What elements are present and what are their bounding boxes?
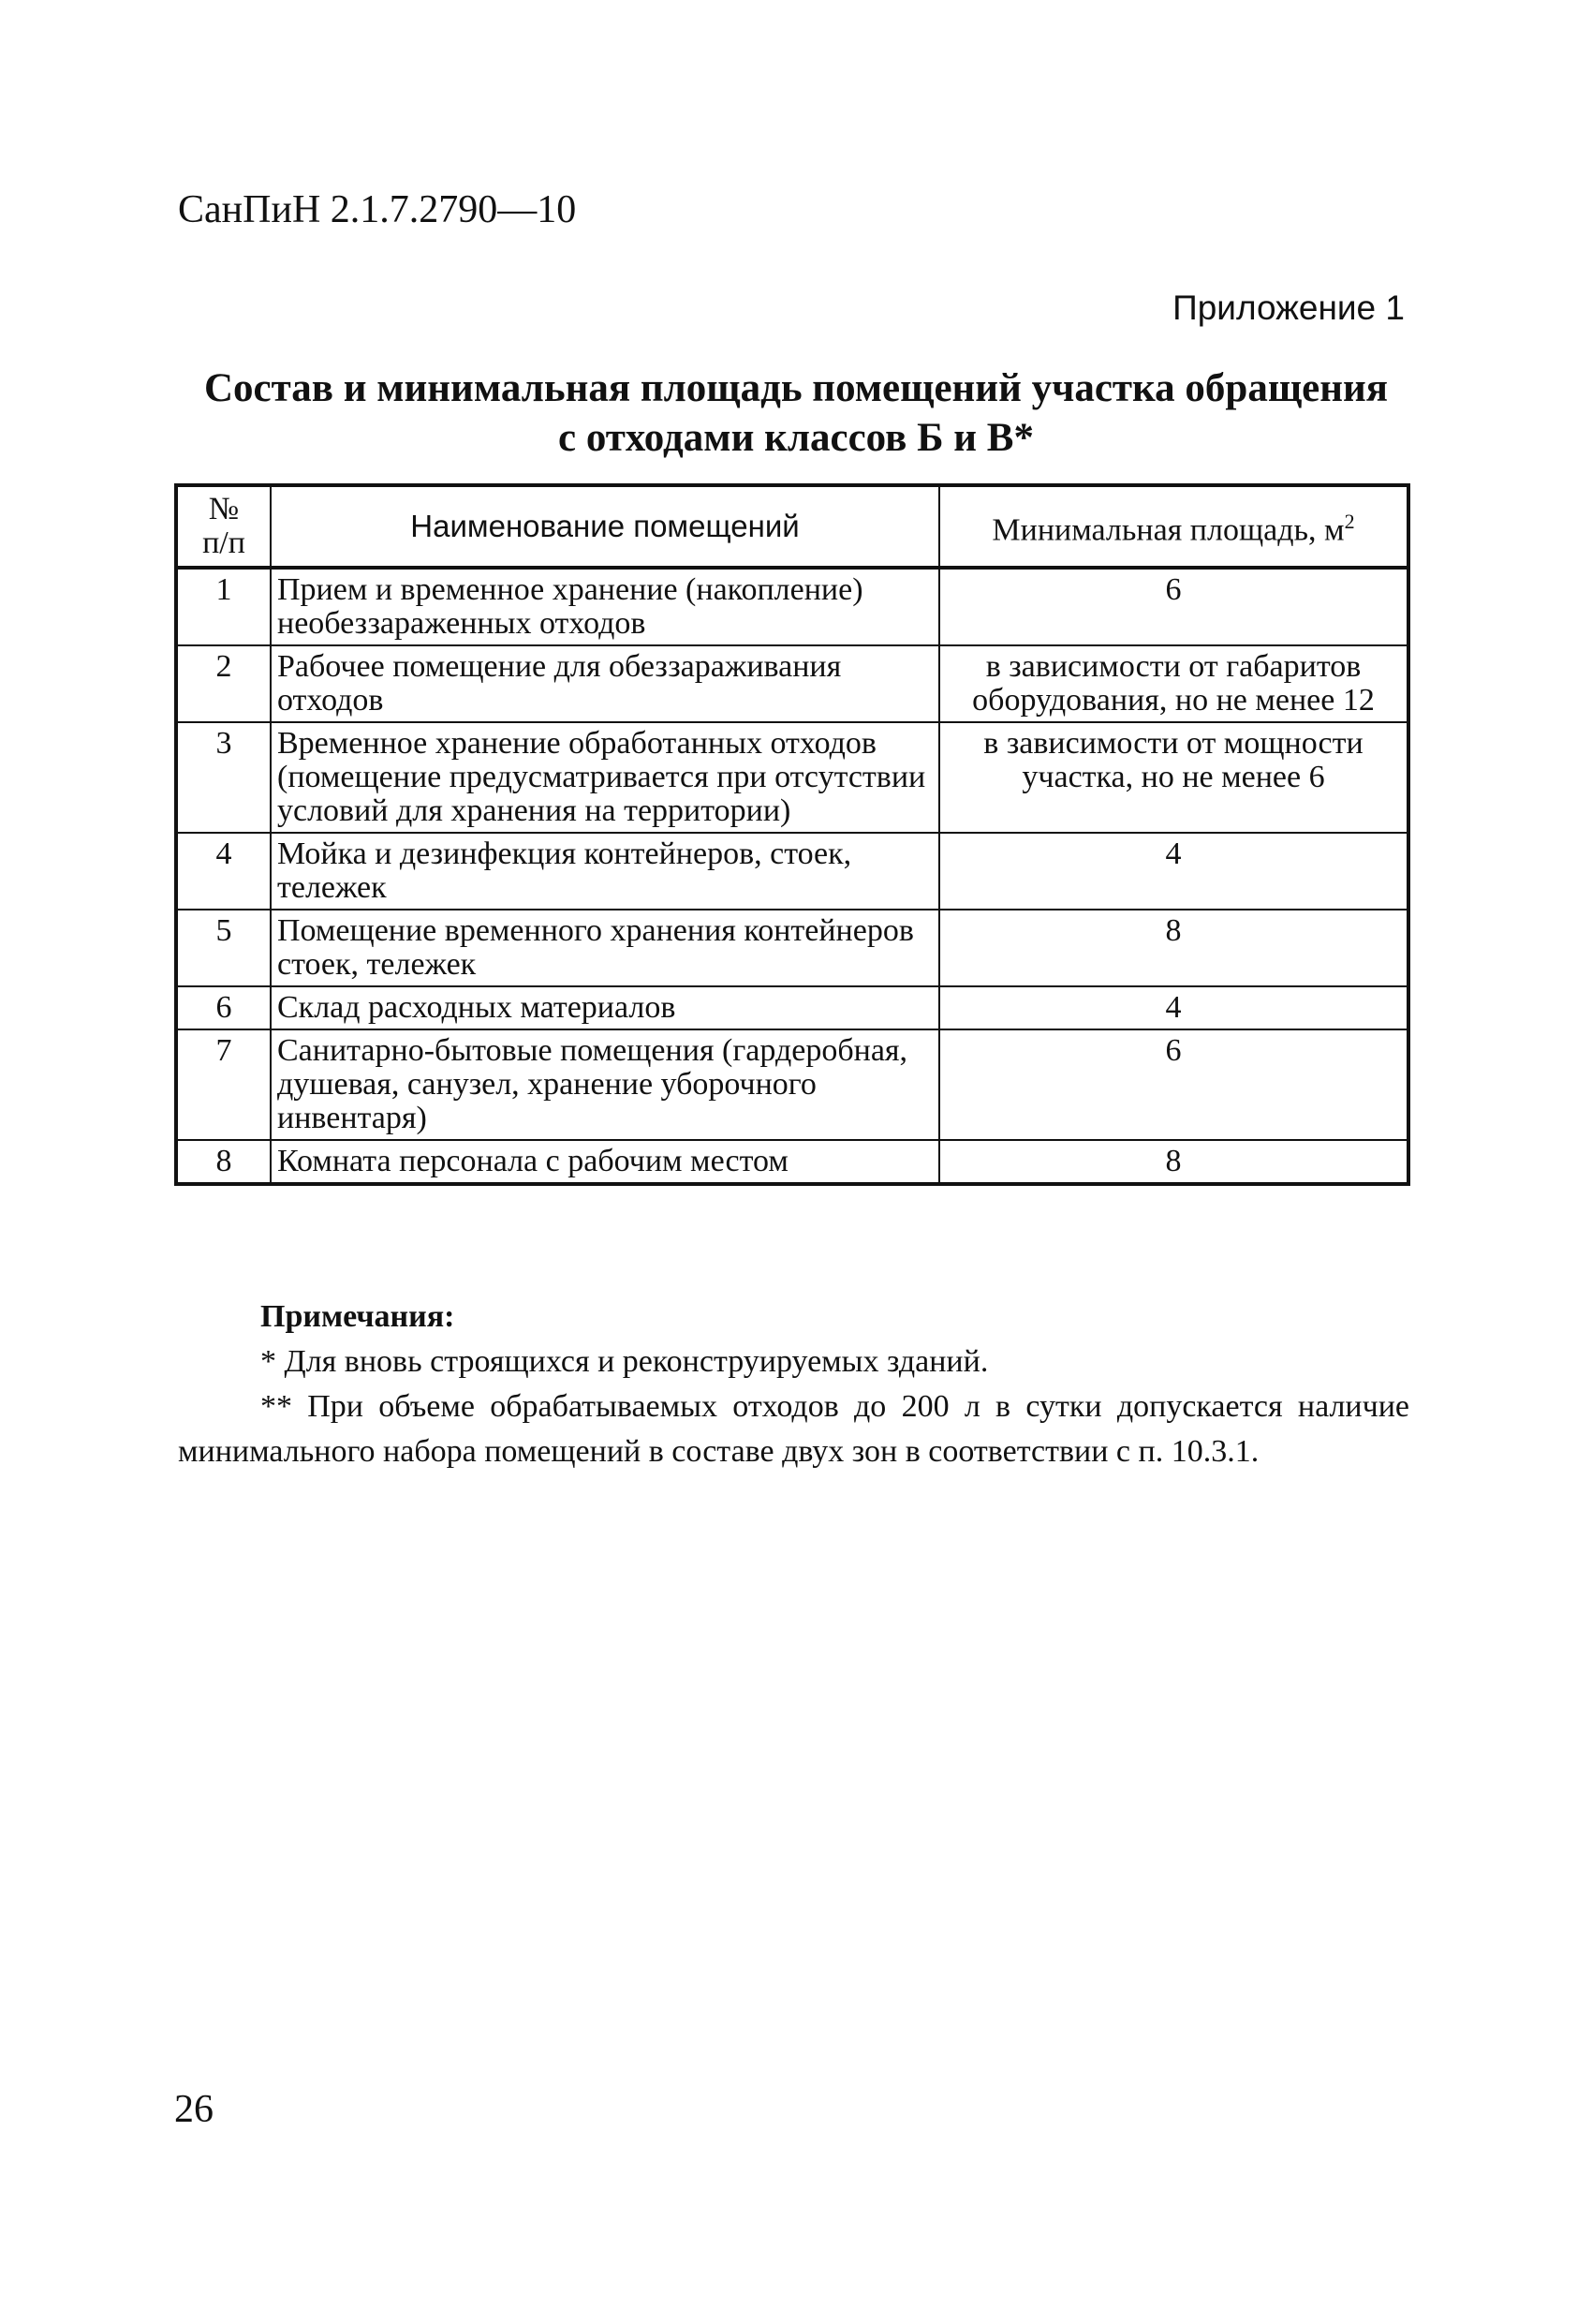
row-name: Рабочее помещение для обеззараживания отходов: [271, 645, 939, 722]
table-header-row: [176, 485, 1408, 568]
table-row: [176, 645, 1408, 722]
note-item: ** При объеме обрабатываемых отходов до 200 л в сутки допускается наличие минимального набора помещений в составе двух зон в соответствии с п. 10.3.1.: [178, 1389, 1409, 1469]
row-area: 4: [939, 986, 1408, 1029]
table-row: [176, 1029, 1408, 1140]
row-number: 1: [176, 568, 271, 645]
document-code: СанПиН 2.1.7.2790—10: [178, 188, 577, 231]
row-number: 3: [176, 722, 271, 833]
row-number: 8: [176, 1140, 271, 1184]
row-number: 2: [176, 645, 271, 722]
row-name: Склад расходных материалов: [271, 986, 939, 1029]
table-row: [176, 833, 1408, 910]
row-area: в зависимости от мощности участка, но не менее 6: [939, 722, 1408, 833]
header-area: [939, 485, 1408, 568]
row-name: Временное хранение обработанных отходов (помещение предусматривается при отсутствии условий для хранения на территории): [271, 722, 939, 833]
row-name: Санитарно-бытовые помещения (гардеробная, душевая, санузел, хранение уборочного инвентаря): [271, 1029, 939, 1140]
header-area-text: Минимальная площадь, м: [992, 512, 1345, 548]
header-number-line-2: п/п: [202, 525, 245, 560]
header-area-superscript: 2: [1344, 510, 1355, 534]
row-number: 6: [176, 986, 271, 1029]
row-name: Помещение временного хранения контейнеров стоек, тележек: [271, 910, 939, 986]
row-area: 6: [939, 1029, 1408, 1140]
header-name: Наименование помещений: [271, 485, 939, 568]
row-name: Комната персонала с рабочим местом: [271, 1140, 939, 1184]
header-number: [176, 485, 271, 568]
table-row: [176, 1140, 1408, 1184]
row-area: 4: [939, 833, 1408, 910]
row-name: Прием и временное хранение (накопление) необеззараженных отходов: [271, 568, 939, 645]
appendix-label: Приложение 1: [1172, 289, 1405, 327]
title-line-2: с отходами классов Б и В*: [558, 416, 1034, 460]
notes-section: [178, 1295, 1409, 1474]
rooms-table-container: [174, 483, 1410, 1186]
row-name: Мойка и дезинфекция контейнеров, стоек, тележек: [271, 833, 939, 910]
note-item: * Для вновь строящихся и реконструируемых зданий.: [260, 1344, 989, 1379]
header-number-line-1: №: [208, 492, 240, 526]
title-line-1: Состав и минимальная площадь помещений участка обращения: [203, 366, 1389, 410]
row-area: в зависимости от габаритов оборудования, но не менее 12: [939, 645, 1408, 722]
rooms-table: [174, 483, 1410, 1186]
row-area: 6: [939, 568, 1408, 645]
row-area: 8: [939, 1140, 1408, 1184]
table-row: [176, 986, 1408, 1029]
page-title: [178, 363, 1414, 463]
row-area: 8: [939, 910, 1408, 986]
row-number: 7: [176, 1029, 271, 1140]
table-row: [176, 568, 1408, 645]
row-number: 5: [176, 910, 271, 986]
page-number: 26: [174, 2088, 214, 2131]
table-row: [176, 722, 1408, 833]
row-number: 4: [176, 833, 271, 910]
notes-title: Примечания:: [260, 1299, 455, 1334]
table-row: [176, 910, 1408, 986]
